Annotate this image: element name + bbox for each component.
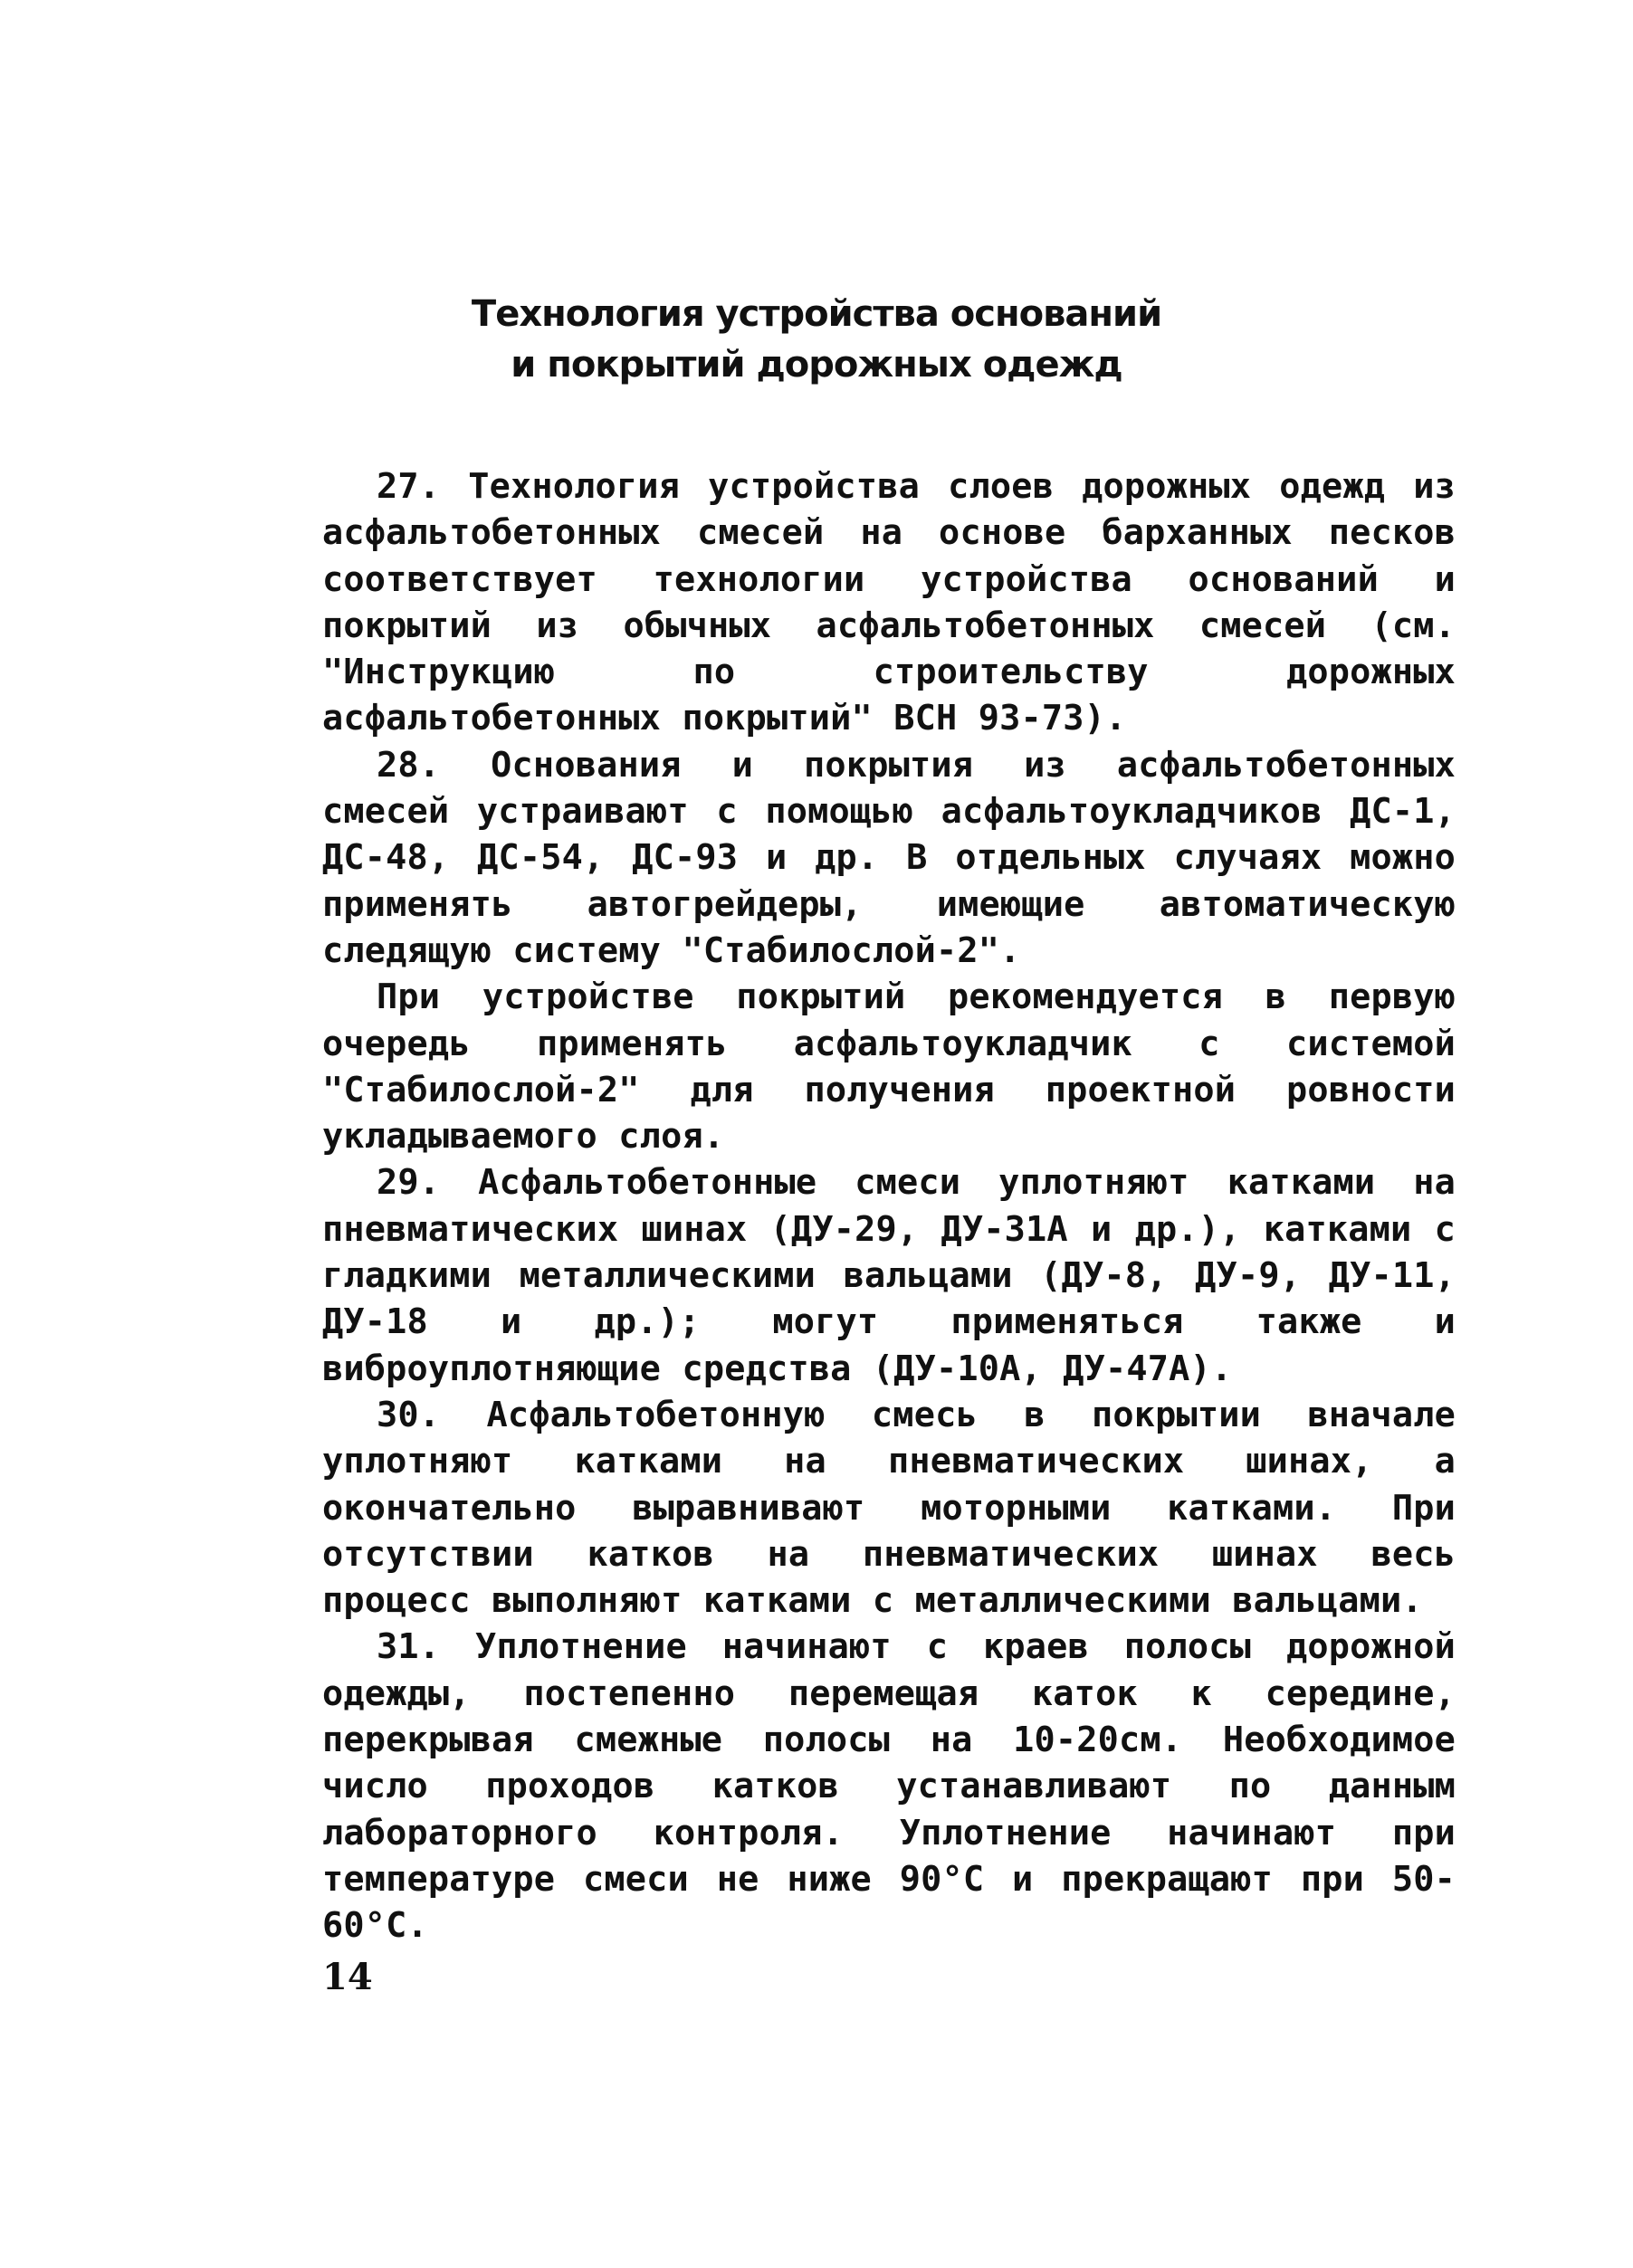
paragraph-28: 28. Основания и покрытия из асфальтобетонных смесей устраивают с помощью асфальтоукладчиков ДС-1, ДС-48, ДС-54, ДС-93 и др. В отдельных случаях можно применять автогрейдеры, имеющие автоматическую следящую систему "Стабилослой-2". [322,744,1456,971]
section-heading-line-1: Технология устройства оснований [471,293,1162,335]
paragraph-31: 31. Уплотнение начинают с краев полосы дорожной одежды, постепенно перемещая каток к середине, перекрывая смежные полосы на 10-20см. Необходимое число проходов катков устанавливают по данным лабораторного контроля. Уплотнение начинают при температуре смеси не ниже 90°С и прекращают при 50-60°С. [322,1626,1456,1947]
paragraph-29: 29. Асфальтобетонные смеси уплотняют катками на пневматических шинах (ДУ-29, ДУ-31А и др.), катками с гладкими металлическими вальцами (ДУ-8, ДУ-9, ДУ-11, ДУ-18 и др.); могут применяться также и виброуплотняющие средства (ДУ-10А, ДУ-47А). [322,1162,1456,1389]
paragraph-27: 27. Технология устройства слоев дорожных одежд из асфальтобетонных смесей на основе барханных песков соответствует технологии устройства оснований и покрытий из обычных асфальтобетонных смесей (см. "Инструкцию по строительству дорожных асфальтобетонных покрытий" ВСН 93-73). [322,466,1456,739]
body-text [322,463,1456,1949]
section-heading-line-2: и покрытий дорожных одежд [511,344,1122,386]
paragraph-30: 30. Асфальтобетонную смесь в покрытии вначале уплотняют катками на пневматических шинах, а окончательно выравнивают моторными катками. При отсутствии катков на пневматических шинах весь процесс выполняют катками с металлическими вальцами. [322,1394,1456,1622]
page-number: 14 [322,1956,373,1998]
paragraph-28-continued: При устройстве покрытий рекомендуется в первую очередь применять асфальтоукладчик с системой "Стабилослой-2" для получения проектной ровности укладываемого слоя. [322,977,1456,1158]
